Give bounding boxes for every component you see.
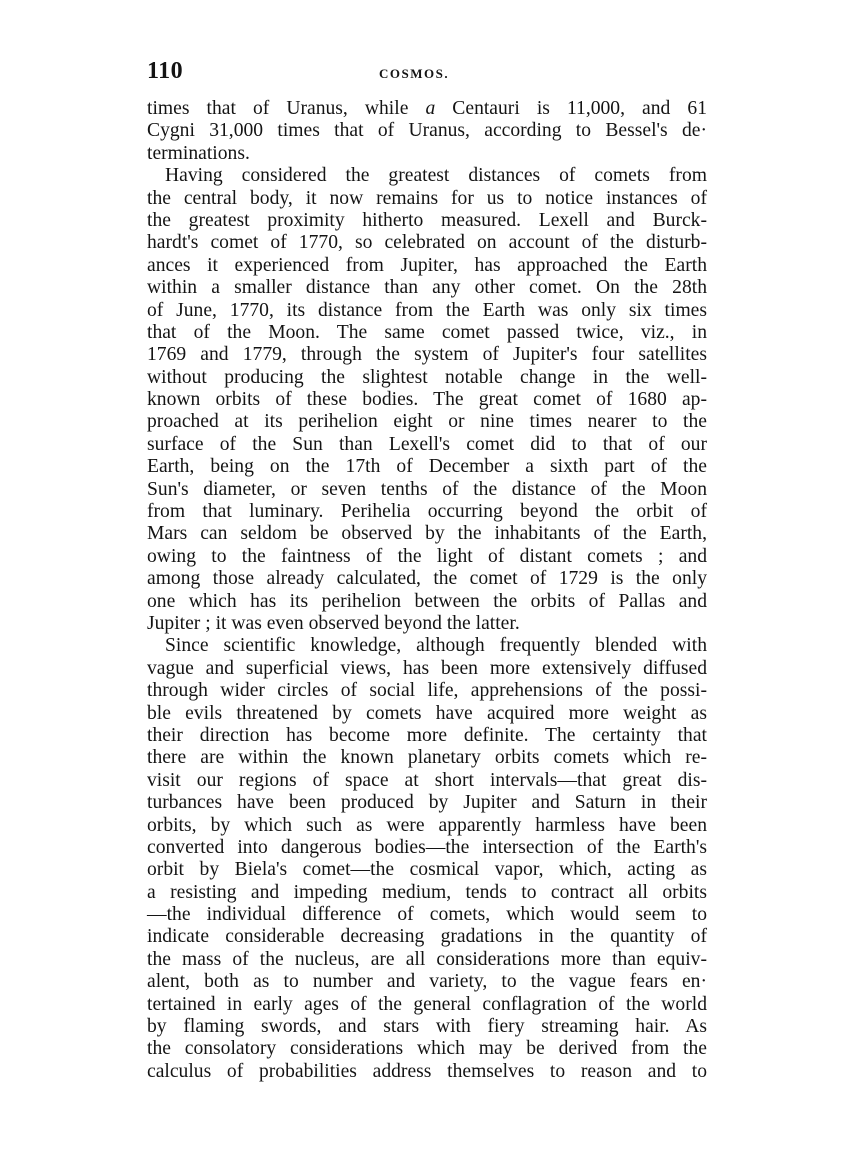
text-line: within a smaller distance than any other comet. On the 28th xyxy=(147,277,707,299)
text-line: Mars can seldom be observed by the inhabitants of the Earth, xyxy=(147,523,707,545)
book-page xyxy=(147,58,707,1083)
running-head xyxy=(147,58,707,92)
text-line: there are within the known planetary orbits comets which re- xyxy=(147,747,707,769)
text-line: without producing the slightest notable change in the well- xyxy=(147,366,707,388)
text-line: their direction has become more definite. The certainty that xyxy=(147,724,707,746)
text-line: tertained in early ages of the general conflagration of the world xyxy=(147,993,707,1015)
text-line: alent, both as to number and variety, to the vague fears en· xyxy=(147,971,707,993)
text-line: Cygni 31,000 times that of Uranus, according to Bessel's de· xyxy=(147,120,707,142)
running-title: COSMOS. xyxy=(379,66,450,81)
text-line: among those already calculated, the comet of 1729 is the only xyxy=(147,568,707,590)
text-line: a resisting and impeding medium, tends to contract all orbits xyxy=(147,881,707,903)
text-line: known orbits of these bodies. The great comet of 1680 ap- xyxy=(147,389,707,411)
text-line: that of the Moon. The same comet passed twice, viz., in xyxy=(147,321,707,343)
text-line: indicate considerable decreasing gradations in the quantity of xyxy=(147,926,707,948)
text-line: calculus of probabilities address themselves to reason and to xyxy=(147,1060,707,1082)
text-line: proached at its perihelion eight or nine times nearer to the xyxy=(147,411,707,433)
text-line: the mass of the nucleus, are all considerations more than equiv- xyxy=(147,948,707,970)
text-line: —the individual difference of comets, which would seem to xyxy=(147,904,707,926)
text-line: orbits, by which such as were apparently harmless have been xyxy=(147,814,707,836)
page-number: 110 xyxy=(147,58,184,84)
text-line: times that of Uranus, while a Centauri is 11,000, and 61 xyxy=(147,98,707,119)
text-line: one which has its perihelion between the orbits of Pallas and xyxy=(147,590,707,612)
text-line: the greatest proximity hitherto measured. Lexell and Burck- xyxy=(147,209,707,231)
text-line: owing to the faintness of the light of distant comets ; and xyxy=(147,545,707,567)
text-line: Having considered the greatest distances of comets from xyxy=(165,165,707,187)
text-line: surface of the Sun than Lexell's comet did to that of our xyxy=(147,433,707,455)
text-line: through wider circles of social life, apprehensions of the possi- xyxy=(147,680,707,702)
text-line: vague and superficial views, has been more extensively diffused xyxy=(147,657,707,679)
text-line: hardt's comet of 1770, so celebrated on account of the disturb- xyxy=(147,232,707,254)
text-line: from that luminary. Perihelia occurring beyond the orbit of xyxy=(147,501,707,523)
text-line: turbances have been produced by Jupiter and Saturn in their xyxy=(147,792,707,814)
text-line: by flaming swords, and stars with fiery streaming hair. As xyxy=(147,1016,707,1038)
text-line: Jupiter ; it was even observed beyond the latter. xyxy=(147,612,520,634)
body-text xyxy=(147,98,707,1083)
text-line: converted into dangerous bodies—the intersection of the Earth's xyxy=(147,836,707,858)
text-line: orbit by Biela's comet—the cosmical vapor, which, acting as xyxy=(147,859,707,881)
text-line: Sun's diameter, or seven tenths of the distance of the Moon xyxy=(147,478,707,500)
text-line: visit our regions of space at short intervals—that great dis- xyxy=(147,769,707,791)
text-line: Since scientific knowledge, although frequently blended with xyxy=(165,635,707,657)
text-line: ances it experienced from Jupiter, has approached the Earth xyxy=(147,254,707,276)
text-line: the consolatory considerations which may be derived from the xyxy=(147,1038,707,1060)
text-line: of June, 1770, its distance from the Earth was only six times xyxy=(147,299,707,321)
text-line: ble evils threatened by comets have acquired more weight as xyxy=(147,702,707,724)
text-line: terminations. xyxy=(147,142,250,164)
text-line: 1769 and 1779, through the system of Jupiter's four satellites xyxy=(147,344,707,366)
text-line: the central body, it now remains for us to notice instances of xyxy=(147,187,707,209)
text-line: Earth, being on the 17th of December a sixth part of the xyxy=(147,456,707,478)
